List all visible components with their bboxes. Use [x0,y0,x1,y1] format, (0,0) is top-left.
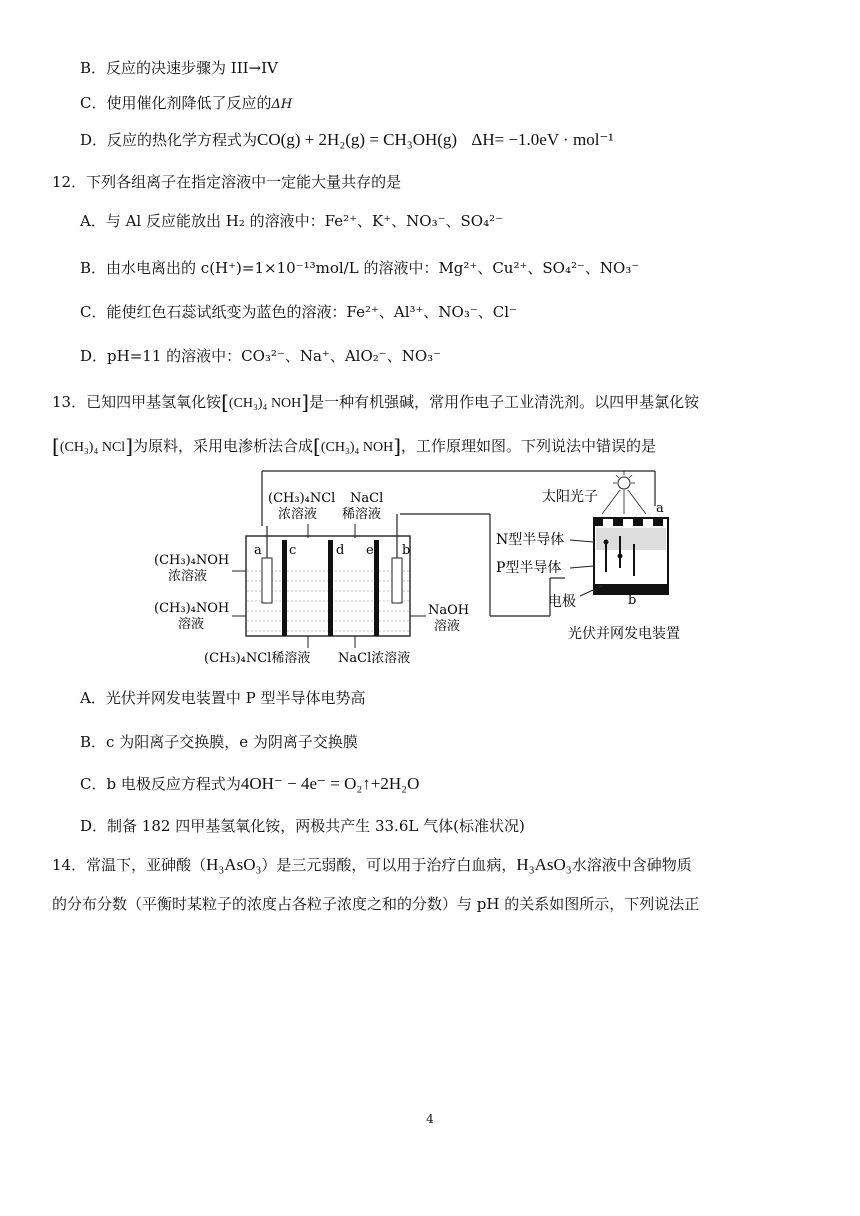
membrane-d-label: d [336,543,345,558]
q11-option-c-var: ΔH [271,97,293,112]
top-right-label-1: NaCl [350,491,384,506]
q14-formula-2: H₃AsO₃ [516,855,572,874]
q13-formula-tmah: (CH₃)₄ NOH [228,396,302,411]
left-label-1a: (CH₃)₄NOH [154,553,230,568]
sun-icon [618,477,630,489]
q13-option-c [80,774,419,794]
membrane-e-label: e [366,543,374,558]
q13-formula-tmah-2: (CH₃)₄ NOH [320,440,394,455]
q12-option-c: C．能使红色石蕊试纸变为蓝色的溶液：Fe²⁺、Al³⁺、NO₃⁻、Cl⁻ [80,303,517,321]
q12-option-d: D．pH=11 的溶液中：CO₃²⁻、Na⁺、AlO₂⁻、NO₃⁻ [80,347,442,365]
top-right-label-2: 稀溶液 [342,507,382,522]
q12-option-b: B．由水电离出的 c(H⁺)=1×10⁻¹³mol/L 的溶液中：Mg²⁺、Cu²⁺、SO₄²⁻、NO₃⁻ [80,259,640,277]
q11-option-d-equation: CO(g) + 2H₂(g) = CH₃OH(g) [257,130,458,149]
page-number: 4 [426,1112,434,1126]
q13-stem-text-4: ，工作原理如图。下列说法中错误的是 [401,437,657,455]
q13-stem-text-1: 13．已知四甲基氢氧化铵 [52,393,222,411]
q13-option-b: B．c 为阳离子交换膜，e 为阴离子交换膜 [80,733,358,751]
q14-formula-1: H₃AsO₃ [206,855,262,874]
q13-option-a: A．光伏并网发电装置中 P 型半导体电势高 [80,689,366,707]
right-label-2: 溶液 [434,619,461,634]
electrodialysis-diagram [150,466,710,676]
electrode-b-label: b [402,543,411,558]
q14-line2: 的分布分数（平衡时某粒子的浓度占各粒子浓度之和的分数）与 pH 的关系如图所示，下列说法正 [52,895,700,913]
q13-stem-line1: 13．已知四甲基氢氧化铵[(CH₃)₄ NOH]是一种有机强碱，常用作电子工业清洗剂。以四甲基氯化铵 [52,390,700,414]
top-left-label-2: 浓溶液 [278,507,318,522]
q13-option-d: D．制备 182 四甲基氢氧化铵，两极共产生 33.6L 气体(标准状况) [80,817,525,835]
left-label-2b: 溶液 [178,617,205,632]
q14-text-2: ）是三元弱酸，可以用于治疗白血病， [261,856,517,874]
q14-text-1: 14．常温下，亚砷酸（ [52,856,207,874]
q12-stem: 12．下列各组离子在指定溶液中一定能大量共存的是 [52,173,402,191]
p-semiconductor-label: P型半导体 [496,560,562,576]
q11-option-d [80,130,613,150]
left-label-1b: 浓溶液 [168,569,208,584]
bottom-right-label: NaCl浓溶液 [338,651,411,666]
device-a-label: a [656,501,664,516]
q13-stem-line2: [(CH₃)₄ NCl]为原料，采用电渗析法合成[(CH₃)₄ NOH]，工作原理如图。下列说法中错误的是 [52,434,657,458]
electrode-a-label: a [254,543,262,558]
q13-stem-text-2: 是一种有机强碱，常用作电子工业清洗剂。以四甲基氯化铵 [309,393,700,411]
left-label-2a: (CH₃)₄NOH [154,601,230,616]
q11-option-d-text: D．反应的热化学方程式为 [80,131,258,149]
top-left-label-1: (CH₃)₄NCl [268,491,336,506]
q11-option-d-enthalpy: ΔH= −1.0eV · mol⁻¹ [471,130,614,149]
device-b-label: b [628,593,637,608]
electrode-label: 电极 [548,594,576,610]
membrane-c-label: c [289,543,297,558]
q13-stem-text-3: 为原料，采用电渗析法合成 [133,437,314,455]
q14-text-3: 水溶液中含砷物质 [571,856,692,874]
n-semiconductor-label: N型半导体 [496,532,565,548]
device-caption: 光伏并网发电装置 [568,626,680,642]
bottom-left-label: (CH₃)₄NCl稀溶液 [204,651,311,666]
q13-option-c-equation: 4OH⁻ − 4e⁻ = O₂↑+2H₂O [240,774,420,793]
q13-option-c-text: C．b 电极反应方程式为 [80,775,241,793]
sun-photon-label: 太阳光子 [542,489,598,505]
q14-line1 [52,855,692,875]
q13-formula-tmac: (CH₃)₄ NCl [59,440,126,455]
q11-option-c [80,93,292,115]
q11-option-b: B．反应的决速步骤为 III→IV [80,59,278,77]
q12-option-a: A．与 Al 反应能放出 H₂ 的溶液中：Fe²⁺、K⁺、NO₃⁻、SO₄²⁻ [80,212,504,230]
q11-option-c-text: C．使用催化剂降低了反应的 [80,94,272,112]
right-label-1: NaOH [428,603,470,618]
